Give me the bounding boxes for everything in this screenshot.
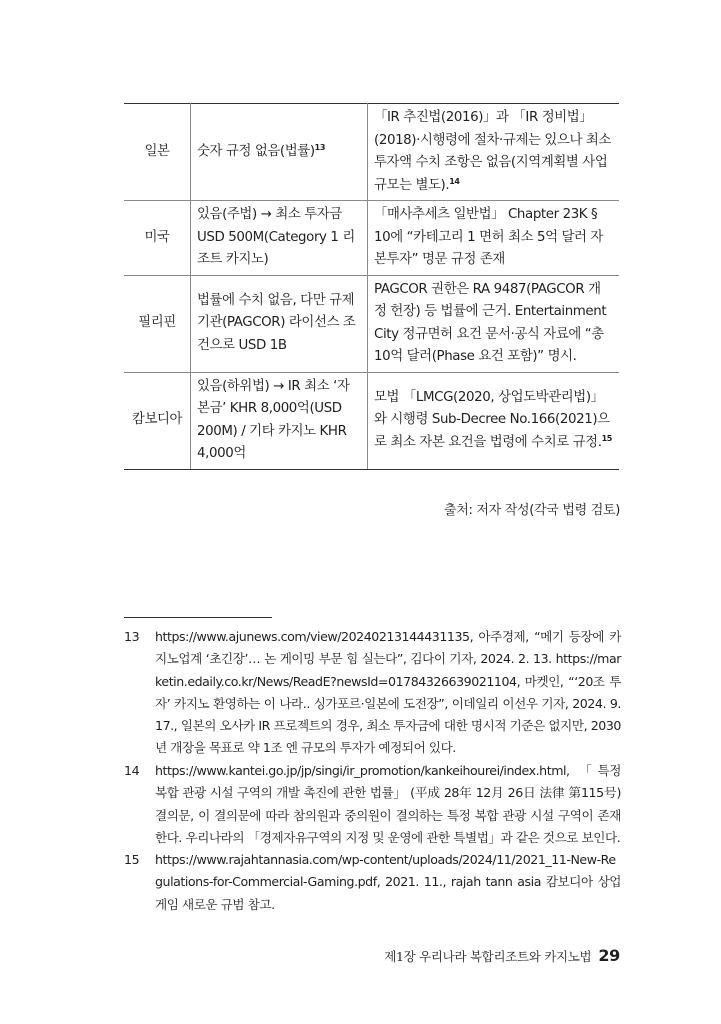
rule-cell: 있음(주법) → 최소 투자금 USD 500M(Category 1 리조트 카지노): [191, 201, 368, 276]
footnote-14: [124, 760, 621, 849]
chapter-title: 제1장 우리나라 복합리조트와 카지노법: [384, 949, 592, 964]
rule-cell: 법률에 수치 없음, 다만 규제기관(PAGCOR) 라이선스 조건으로 USD 1B: [191, 275, 368, 372]
table-source: 출처: 저자 작성(각국 법령 검토): [443, 503, 620, 518]
page-number: 29: [598, 946, 620, 965]
footnote-ref: 15: [601, 433, 612, 443]
table-row: [124, 104, 619, 201]
page-footer: [384, 946, 620, 965]
country-cell: 필리핀: [124, 275, 191, 372]
detail-cell: 「IR 추진법(2016)」과 「IR 정비법」(2018)·시행령에 절차·규제는 있으나 최소 투자액 수치 조항은 없음(지역계획별 사업규모는 별도).$^{14}$: [368, 104, 620, 201]
country-cell: 미국: [124, 201, 191, 276]
footnote-ref: 14: [449, 176, 460, 186]
detail-cell: PAGCOR 권한은 RA 9487(PAGCOR 개정 헌장) 등 법률에 근거. Entertainment City 정규면허 요건 문서·공식 자료에 “총 10억 달러(Phase 요건 포함)” 명시.: [368, 275, 620, 372]
footnote-text: https://www.ajunews.com/view/20240213144431135, 아주경제, “메기 등장에 카지노업계 ‘초긴장’… 논 게이밍 부문 힘 실는다”, 김다이 기자, 2024. 2. 13. https://marketin.edaily.co.kr/News/ReadE?newsId=01784326639021104, 마켓인, “‘20조 투자’ 카지노 환영하는 이 나라.. 싱가포르·일본에 도전장”, 이데일리 이선우 기자, 2024. 9. 17., 일본의 오사카 IR 프로젝트의 경우, 최소 투자금에 대한 명시적 기준은 없지만, 2030년 개장을 목표로 약 1조 엔 규모의 투자가 예정되어 있다.: [155, 629, 621, 756]
footnote-divider: [124, 617, 272, 618]
footnote-number: 13: [124, 629, 140, 644]
rule-cell: 숫자 규정 없음(법률)$^{13}$: [191, 104, 368, 201]
table-row: [124, 275, 619, 372]
country-cell: 캄보디아: [124, 372, 191, 469]
footnote-text: https://www.kantei.go.jp/jp/singi/ir_promotion/kankeihourei/index.html, 「특정 복합 관광 시설 구역의 개발 촉진에 관한 법률」 (平成 28年 12月 26日 法律 第115号) 결의문, 이 결의문에 따라 참의원과 중의원이 결의하는 특정 복합 관광 시설 구역이 존재한다. 우리나라의 「경제자유구역의 지정 및 운영에 관한 특별법」과 같은 것으로 보인다.: [155, 763, 621, 845]
table-row: [124, 372, 619, 469]
footnote-15: [124, 849, 621, 916]
detail-cell: 모법 「LMCG(2020, 상업도박관리법)」와 시행령 Sub-Decree No.166(2021)으로 최소 자본 요건을 법령에 수치로 규정.$^{15}$: [368, 372, 620, 469]
detail-cell: 「매사추세츠 일반법」 Chapter 23K § 10에 “카테고리 1 면허 최소 5억 달러 자본투자” 명문 규정 존재: [368, 201, 620, 276]
footnote-ref: 13: [314, 142, 325, 152]
country-cell: 일본: [124, 104, 191, 201]
footnote-13: [124, 626, 621, 760]
rule-cell: 있음(하위법) → IR 최소 ‘자본금’ KHR 8,000억(USD 200M) / 기타 카지노 KHR 4,000억: [191, 372, 368, 469]
comparison-table: [124, 103, 619, 470]
table-row: [124, 201, 619, 276]
footnote-number: 15: [124, 852, 140, 867]
footnote-number: 14: [124, 763, 140, 778]
footnote-text: https://www.rajahtannasia.com/wp-content/uploads/2024/11/2021_11-New-Regulations-for-Commercial-Gaming.pdf, 2021. 11., rajah tann asia 캄보디아 상업게임 새로운 규범 참고.: [155, 852, 621, 912]
